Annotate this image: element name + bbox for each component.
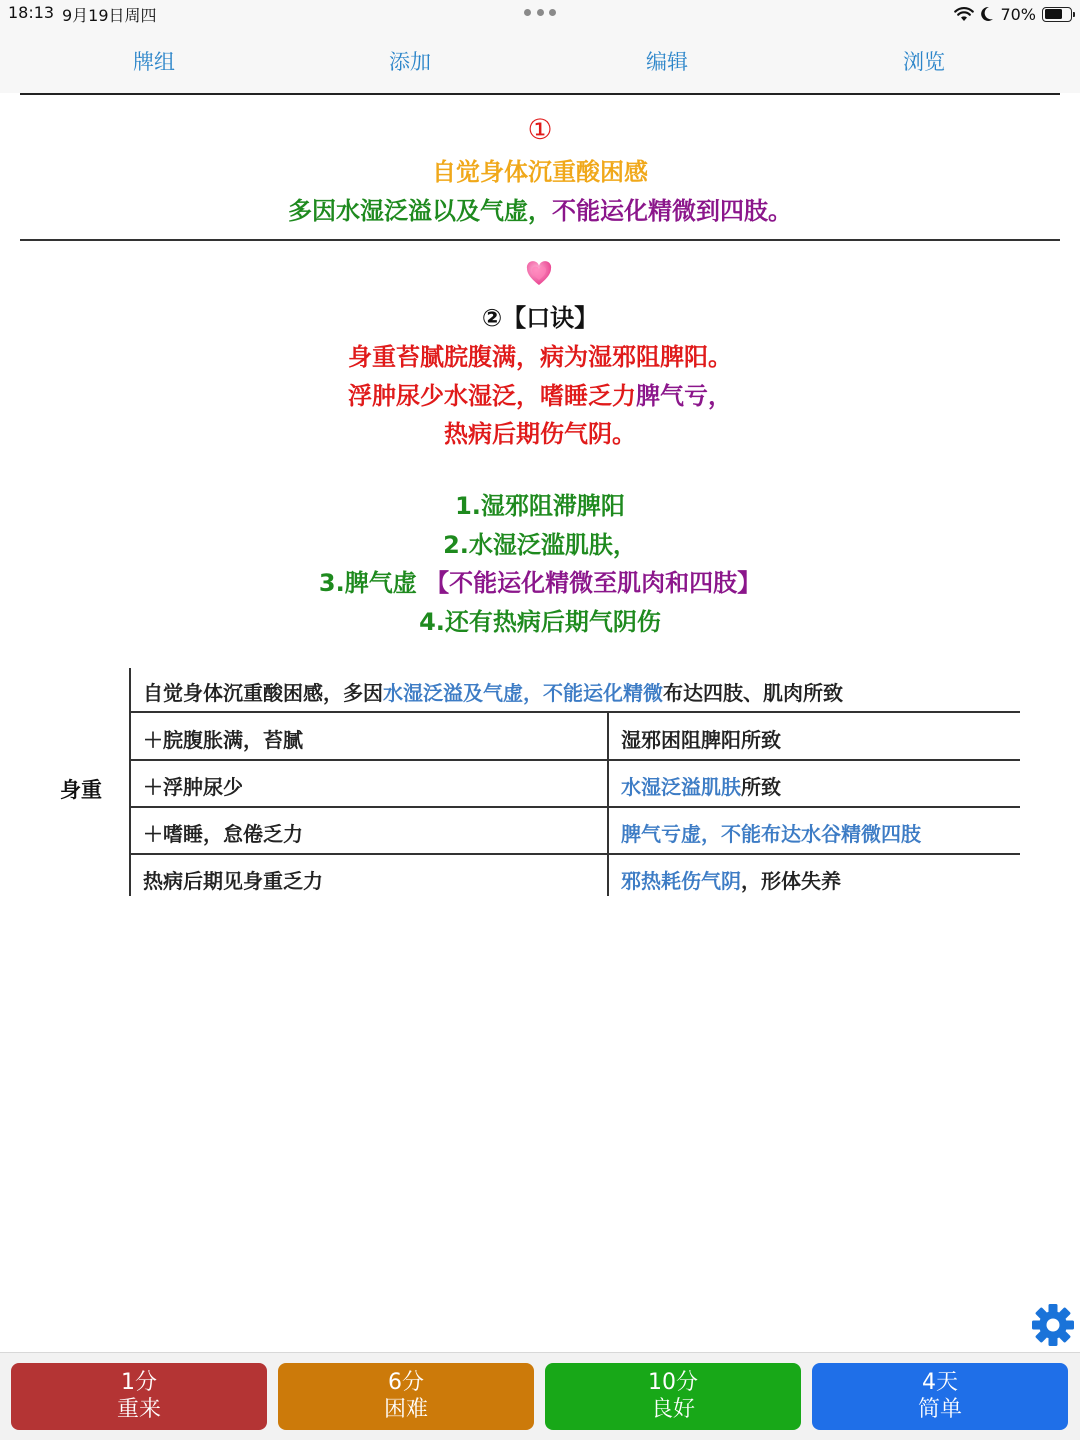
table-row2-left: ＋浮肿尿少 xyxy=(143,775,243,799)
hard-button[interactable] xyxy=(278,1363,534,1430)
table-vline-mid xyxy=(607,711,609,896)
top-nav xyxy=(0,28,1080,93)
status-time: 18:13 xyxy=(8,3,55,22)
reference-table xyxy=(40,668,1020,896)
nav-add[interactable]: 添加 xyxy=(389,50,431,74)
section-divider xyxy=(20,239,1060,241)
gear-icon[interactable] xyxy=(1031,1303,1075,1347)
section1-explanation-b: 不能运化精微到四肢。 xyxy=(552,197,792,225)
table-row0-c: 布达四肢、肌肉所致 xyxy=(663,681,843,705)
nav-edit[interactable]: 编辑 xyxy=(646,50,688,74)
hard-interval: 6分 xyxy=(388,1370,424,1395)
poem-line-2-b: 脾气亏， xyxy=(636,382,732,410)
table-row0-b: 水湿泛溢及气虚，不能运化精微 xyxy=(383,681,663,705)
table-row4-right-text: ，形体失养 xyxy=(741,869,841,893)
table-row4-right-blue: 邪热耗伤气阴 xyxy=(621,869,741,893)
battery-percent: 70% xyxy=(1000,4,1036,24)
battery-fill xyxy=(1045,9,1063,19)
good-label: 良好 xyxy=(650,1397,695,1422)
poem-line-2 xyxy=(0,376,1080,411)
table-row4-right xyxy=(621,865,841,894)
easy-button[interactable] xyxy=(812,1363,1068,1430)
section1-title: 自觉身体沉重酸困感 xyxy=(432,158,648,186)
table-row2-right xyxy=(621,771,781,800)
table-row0-a: 自觉身体沉重酸困感，多因 xyxy=(143,681,383,705)
good-button[interactable] xyxy=(545,1363,801,1430)
nav-decks[interactable]: 牌组 xyxy=(133,50,175,74)
table-hline xyxy=(129,853,1020,855)
again-label: 重来 xyxy=(116,1397,161,1422)
moon-icon xyxy=(980,6,994,22)
section1-number: ① xyxy=(527,113,553,146)
table-row0 xyxy=(143,677,843,706)
wifi-icon xyxy=(954,6,974,22)
section2-heading: ②【口诀】 xyxy=(481,304,599,332)
good-interval: 10分 xyxy=(648,1370,698,1395)
point-3-a: 3.脾气虚 xyxy=(318,569,426,597)
point-4: 4.还有热病后期气阴伤 xyxy=(419,608,661,636)
section1-explanation xyxy=(0,191,1080,226)
poem-line-1: 身重苔腻脘腹满，病为湿邪阻脾阳。 xyxy=(348,343,732,371)
table-hline xyxy=(129,711,1020,713)
table-row3-left: ＋嗜睡，怠倦乏力 xyxy=(143,822,303,846)
table-hline xyxy=(129,806,1020,808)
table-row2-right-text: 所致 xyxy=(741,775,781,799)
section1-explanation-a: 多因水湿泛溢以及气虚， xyxy=(288,197,552,225)
table-side-label: 身重 xyxy=(60,777,102,802)
table-row2-right-blue: 水湿泛溢肌肤 xyxy=(621,775,741,799)
point-3-b: 【不能运化精微至肌肉和四肢】 xyxy=(425,569,762,597)
table-row3-right-blue: 脾气亏虚，不能布达水谷精微四肢 xyxy=(621,822,921,846)
answer-bar xyxy=(0,1352,1080,1440)
easy-label: 简单 xyxy=(917,1397,962,1422)
status-bar xyxy=(0,0,1080,28)
table-vline-left xyxy=(129,668,131,896)
table-row3-right xyxy=(621,818,921,847)
table-row1-right xyxy=(621,724,781,753)
point-2: 2.水湿泛滥肌肤， xyxy=(443,531,637,559)
point-3 xyxy=(0,563,1080,598)
again-button[interactable] xyxy=(11,1363,267,1430)
again-interval: 1分 xyxy=(121,1370,157,1395)
status-date: 9月19日周四 xyxy=(62,6,157,25)
table-row1-right-text: 湿邪困阻脾阳所致 xyxy=(621,728,781,752)
point-1: 1.湿邪阻滞脾阳 xyxy=(455,492,625,520)
nav-browse[interactable]: 浏览 xyxy=(903,50,945,74)
nav-divider xyxy=(20,93,1060,95)
table-hline xyxy=(129,759,1020,761)
table-row1-left: ＋脘腹胀满，苔腻 xyxy=(143,728,303,752)
multitask-dots-icon[interactable] xyxy=(524,9,556,17)
hard-label: 困难 xyxy=(383,1397,428,1422)
battery-icon xyxy=(1042,7,1072,22)
poem-line-3: 热病后期伤气阴。 xyxy=(444,420,636,448)
easy-interval: 4天 xyxy=(922,1370,958,1395)
status-right xyxy=(954,3,1072,25)
table-row4-left: 热病后期见身重乏力 xyxy=(143,869,323,893)
heart-icon xyxy=(526,261,552,287)
poem-line-2-a: 浮肿尿少水湿泛，嗜睡乏力 xyxy=(348,382,636,410)
